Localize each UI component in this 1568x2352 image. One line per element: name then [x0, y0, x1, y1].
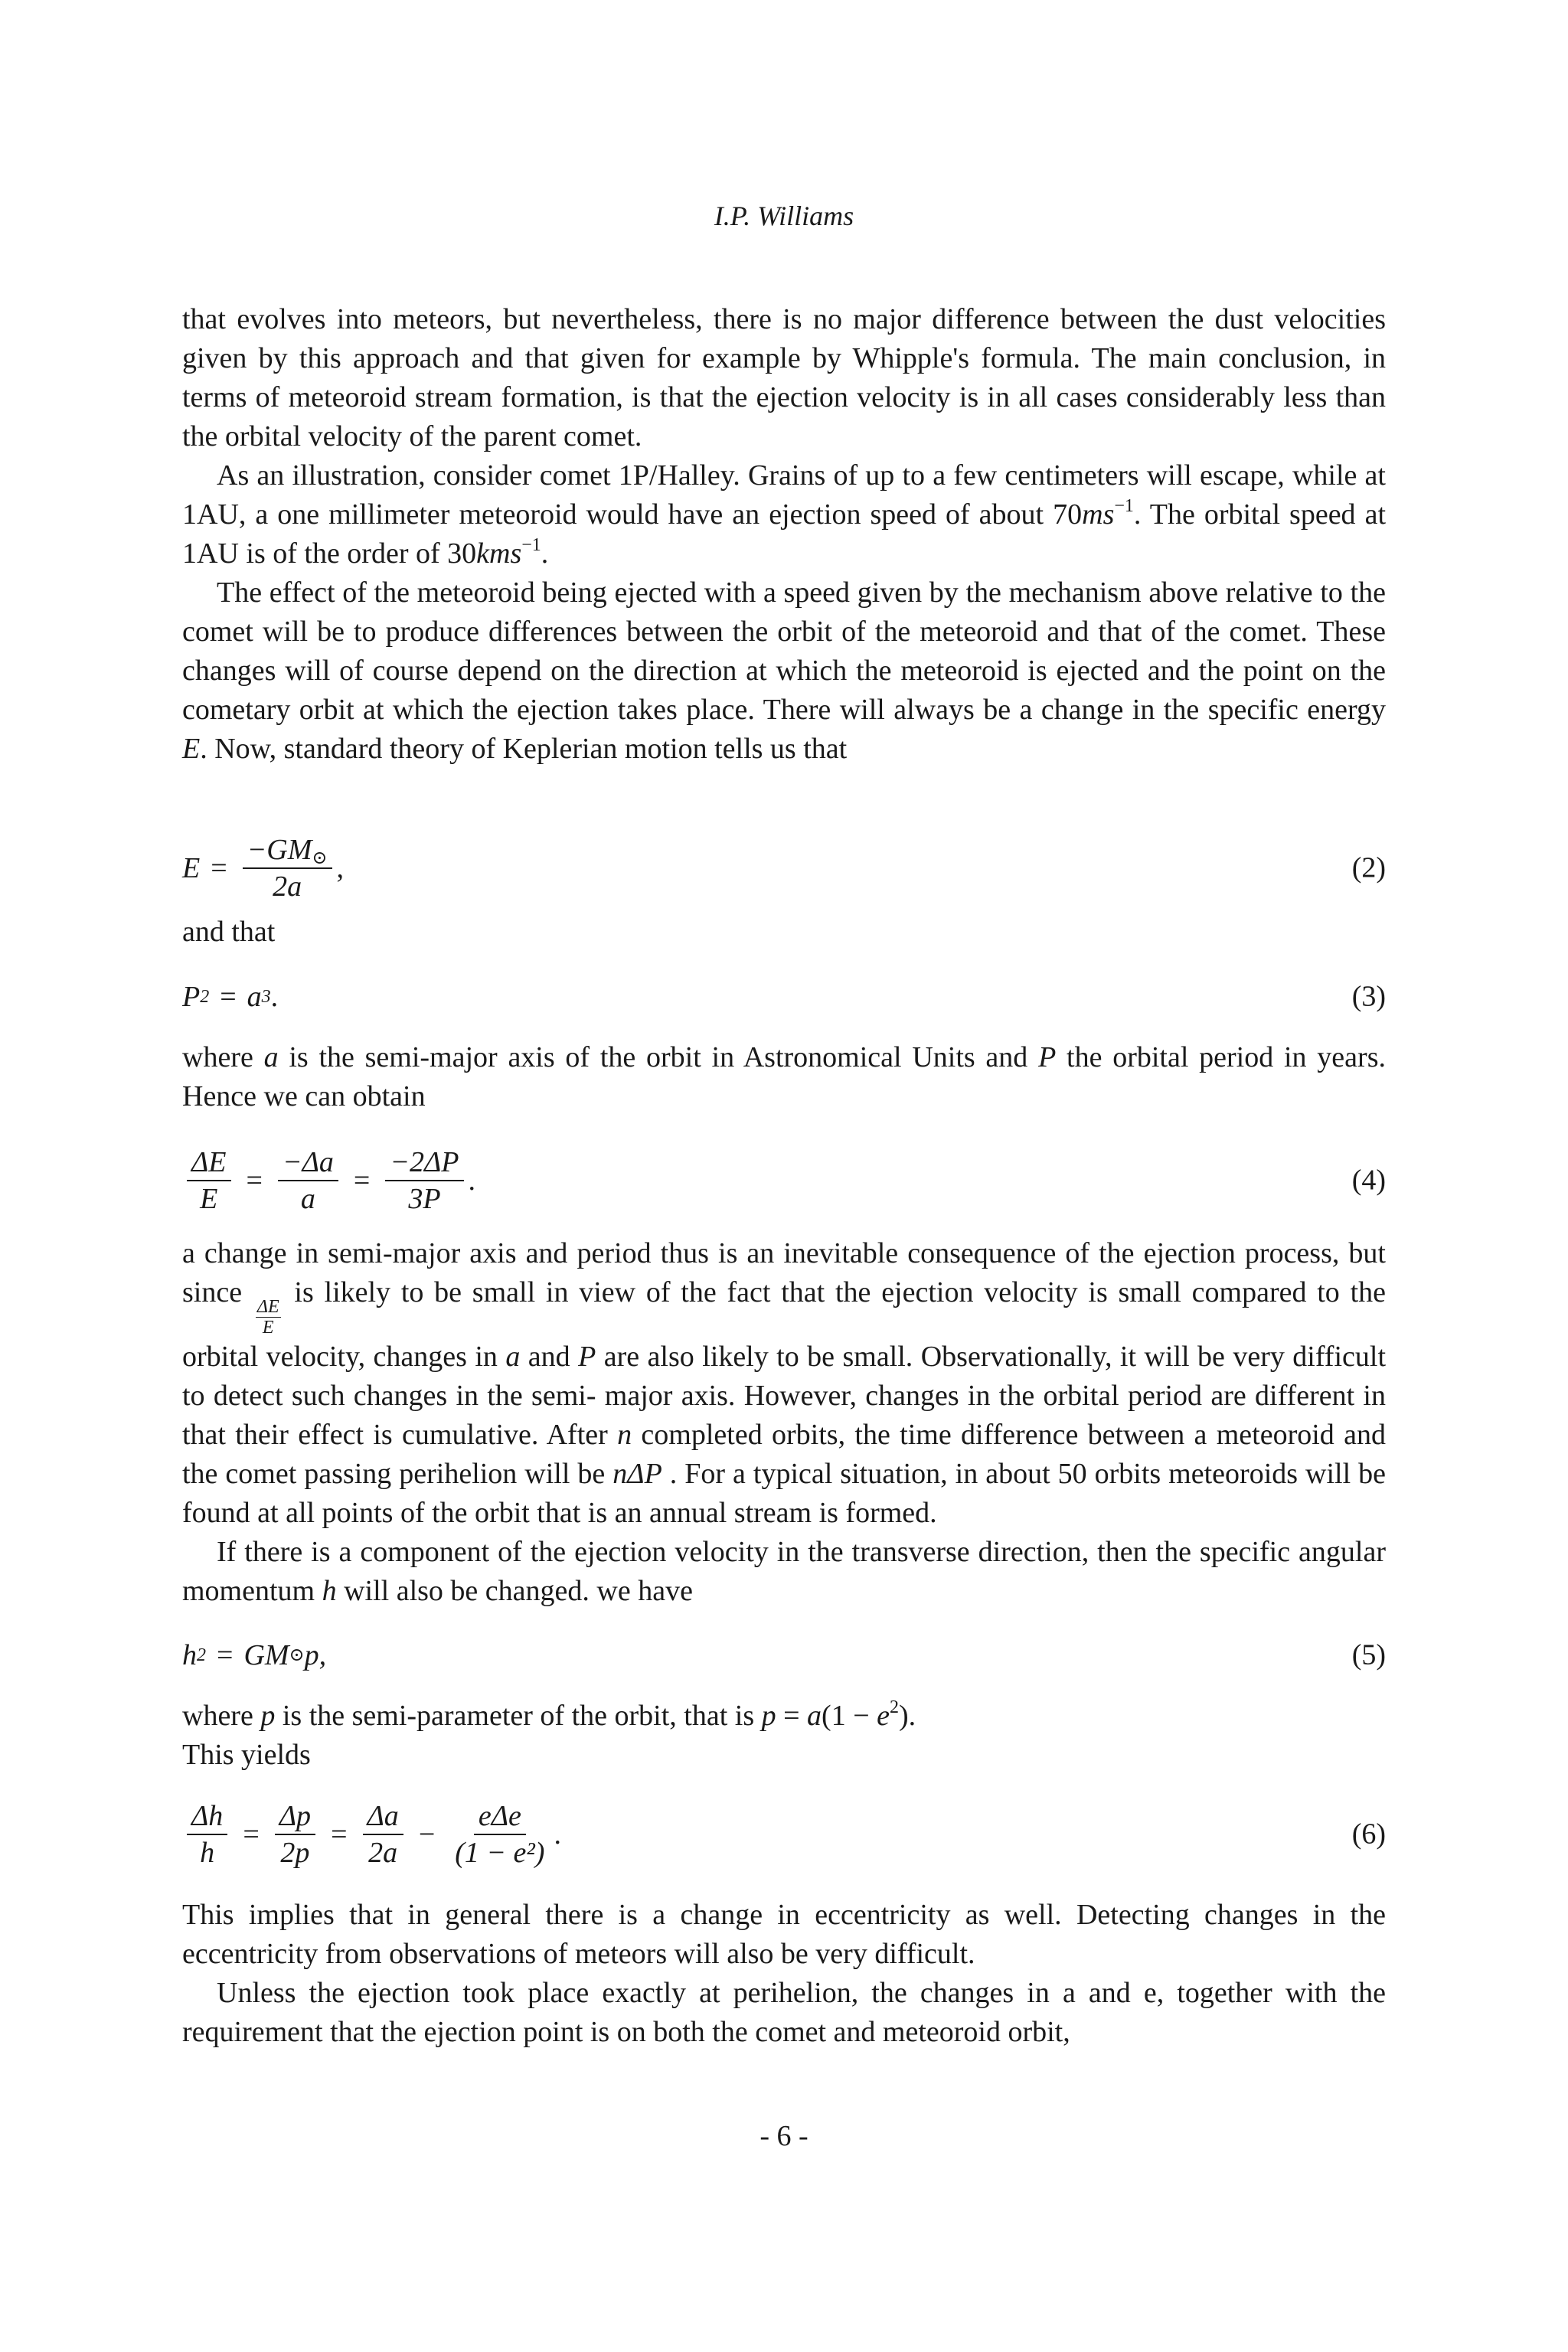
- paragraph-where: where a is the semi-major axis of the orbit in Astronomical Units and P the orbital period in years. Hence we can obtain: [182, 1041, 1386, 1112]
- paragraph-6: where p is the semi-parameter of the orbit, that is $p = a(1 - e^2)$.: [182, 1697, 916, 1732]
- equation-number: (6): [1351, 1818, 1386, 1851]
- text-block-2: [182, 1038, 1386, 1116]
- page-number: - 6 -: [760, 2120, 808, 2152]
- text-block-4: [182, 1697, 1386, 1775]
- paragraph-1: that evolves into meteors, but nevertheless, there is no major difference between the dust velocities given by this approach and that given for example by Whipple's formula. The main conclusion, in terms of meteoroid stream formation, is that the ejection velocity is in all cases considerably less than the orbital velocity of the parent comet.: [182, 303, 1386, 452]
- equation-4: $\frac{\Delta E}{E}$ = $\frac{-\Delta a}{a}$ = $\frac{-2\Delta P}{3P}$ . (4): [182, 1127, 1386, 1234]
- paragraph-4: a change in semi-major axis and period thus is an inevitable consequence of the ejection process, but since $\frac{\Delta E}{E}$ is likely to be small in view of the fact that the ejection velocity is small compared to the orbital velocity, changes in a and P are also likely to be small. Observationally, it will be very difficult to detect such changes in the semi- major axis. However, changes in the orbital period are different in that their effect is cumulative. After n completed orbits, the time difference between a meteoroid and the comet passing perihelion will be nΔP . For a typical situation, in about 50 orbits meteoroids will be found at all points of the orbit that is an annual stream is formed.: [182, 1237, 1386, 1529]
- paragraph-3: The effect of the meteoroid being ejected with a speed given by the mechanism above relative to the comet will be to produce differences between the orbit of the meteoroid and that of the comet. These changes will of course depend on the direction at which the meteoroid is ejected and the point on the cometary orbit at which the ejection takes place. There will always be a change in the specific energy E. Now, standard theory of Keplerian motion tells us that: [182, 577, 1386, 765]
- text-block-5: [182, 1896, 1386, 2052]
- text-block-1: [182, 300, 1386, 769]
- paragraph-7: This implies that in general there is a change in eccentricity as well. Detecting changes in the eccentricity from observations of meteors will also be very difficult.: [182, 1899, 1386, 1970]
- paragraph-8: Unless the ejection took place exactly at perihelion, the changes in a and e, together with the requirement that the ejection point is on both the comet and meteoroid orbit,: [182, 1977, 1386, 2048]
- running-header: I.P. Williams: [714, 201, 854, 231]
- and-that-line: and that: [182, 916, 276, 948]
- paragraph-5: If there is a component of the ejection velocity in the transverse direction, then the specific angular momentum h will also be changed. we have: [182, 1536, 1386, 1607]
- equation-6: $\frac{\Delta h}{h}$ = $\frac{\Delta p}{2p}$ = $\frac{\Delta a}{2a}$ − $\frac{\text{eΔe}}{\text{(1 − e²)}}$ . (6): [182, 1781, 1386, 1888]
- equation-5: h 2 = GM ⊙ p, (5): [182, 1625, 1386, 1686]
- equation-2: E = $\frac{-GM⊙}{2a}$ , (2): [182, 834, 1386, 903]
- equation-3: P 2 = a 3 . (3): [182, 966, 1386, 1027]
- this-yields-line: This yields: [182, 1739, 311, 1771]
- equation-number: (2): [1351, 851, 1386, 884]
- inline-fraction: $\frac{\Delta E}{E}$: [256, 1297, 279, 1338]
- equation-number: (4): [1351, 1164, 1386, 1197]
- equation-number: (5): [1351, 1638, 1386, 1671]
- text-block-3: [182, 1234, 1386, 1611]
- equation-number: (3): [1351, 980, 1386, 1013]
- fraction: $\frac{-GM⊙}{2a}$: [243, 832, 332, 904]
- paragraph-2: As an illustration, consider comet 1P/Halley. Grains of up to a few centimeters will escape, while at 1AU, a one millimeter meteoroid would have an ejection speed of about $70ms^{-1}$. The orbital speed at 1AU is of the order of 30kms$^{-1}$.: [182, 459, 1386, 570]
